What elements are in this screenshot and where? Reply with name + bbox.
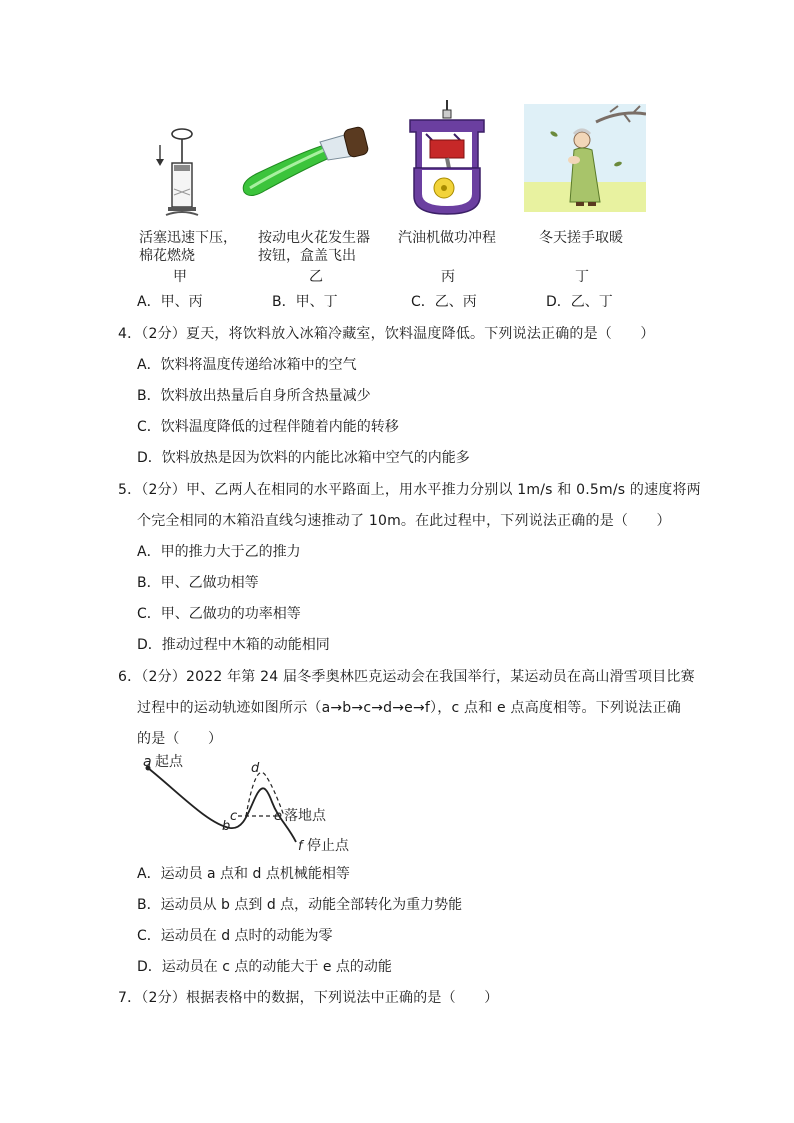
q6-option-a[interactable]: A．运动员 a 点和 d 点机械能相等 [137,866,350,882]
point-f-desc: 停止点 [307,838,349,854]
figure-ding-caption: 冬天搓手取暖 [539,230,623,246]
q3-option-d[interactable]: D．乙、丁 [546,294,613,310]
figure-ding-tag: 丁 [575,269,589,285]
figure-bing-caption: 汽油机做功冲程 [398,230,496,246]
q6-option-b[interactable]: B．运动员从 b 点到 d 点，动能全部转化为重力势能 [137,897,463,913]
figure-bing-tag: 丙 [441,269,455,285]
point-d-label: d [251,761,260,776]
rubbing-hands-figure [524,104,646,212]
q6-stem-line3: 的是（ ） [137,731,223,747]
figure-jia-caption-line1: 活塞迅速下压， [139,230,237,246]
point-a-desc: 起点 [155,754,183,770]
q7-stem: 7．（2分）根据表格中的数据，下列说法中正确的是（ ） [118,990,499,1006]
q5-option-d[interactable]: D．推动过程中木箱的动能相同 [137,637,330,653]
point-e-desc: 落地点 [284,808,326,824]
figure-yi-caption-line2: 按钮，盒盖飞出 [258,248,356,264]
point-b-label: b [222,819,231,834]
figure-jia-caption [139,229,237,265]
engine-power-stroke-figure [406,98,488,218]
ski-trajectory-figure [138,752,368,856]
point-a-label: a [143,754,152,770]
point-c-label: c [230,809,238,824]
point-e-label: e [274,809,282,824]
q5-stem-line2: 个完全相同的木箱沿直线匀速推动了 10m。在此过程中，下列说法正确的是（ ） [137,513,671,529]
figure-yi-tag: 乙 [309,269,323,285]
q5-stem-line1: 5．（2分）甲、乙两人在相同的水平路面上，用水平推力分别以 1m/s 和 0.5m/s 的速度将两 [118,482,701,498]
figure-yi-caption-line1: 按动电火花发生器 [258,230,370,246]
q6-stem-line1: 6．（2分）2022 年第 24 届冬季奥林匹克运动会在我国举行，某运动员在高山滑雪项目比赛 [118,669,695,685]
q6-option-c[interactable]: C．运动员在 d 点时的动能为零 [137,928,333,944]
q4-option-c[interactable]: C．饮料温度降低的过程伴随着内能的转移 [137,419,399,435]
q5-option-c[interactable]: C．甲、乙做功的功率相等 [137,606,301,622]
figure-yi-caption [258,229,370,265]
q5-option-a[interactable]: A．甲的推力大于乙的推力 [137,544,301,560]
q3-option-b[interactable]: B．甲、丁 [272,294,338,310]
q6-stem-line2: 过程中的运动轨迹如图所示（a→b→c→d→e→f），c 点和 e 点高度相等。下列说法正确 [137,700,681,716]
figure-jia-tag: 甲 [173,269,187,285]
q3-option-a[interactable]: A．甲、丙 [137,294,203,310]
q4-option-a[interactable]: A．饮料将温度传递给冰箱中的空气 [137,357,357,373]
q5-option-b[interactable]: B．甲、乙做功相等 [137,575,259,591]
figure-jia-caption-line2: 棉花燃烧 [139,248,195,264]
q6-option-d[interactable]: D．运动员在 c 点的动能大于 e 点的动能 [137,959,392,975]
q4-option-d[interactable]: D．饮料放热是因为饮料的内能比冰箱中空气的内能多 [137,450,470,466]
spark-generator-figure [236,122,376,204]
q4-option-b[interactable]: B．饮料放出热量后自身所含热量减少 [137,388,371,404]
point-f-label: f [298,839,303,854]
q4-stem: 4．（2分）夏天，将饮料放入冰箱冷藏室，饮料温度降低。下列说法正确的是（ ） [118,326,655,342]
piston-compression-figure [150,125,210,220]
q3-option-c[interactable]: C．乙、丙 [411,294,477,310]
